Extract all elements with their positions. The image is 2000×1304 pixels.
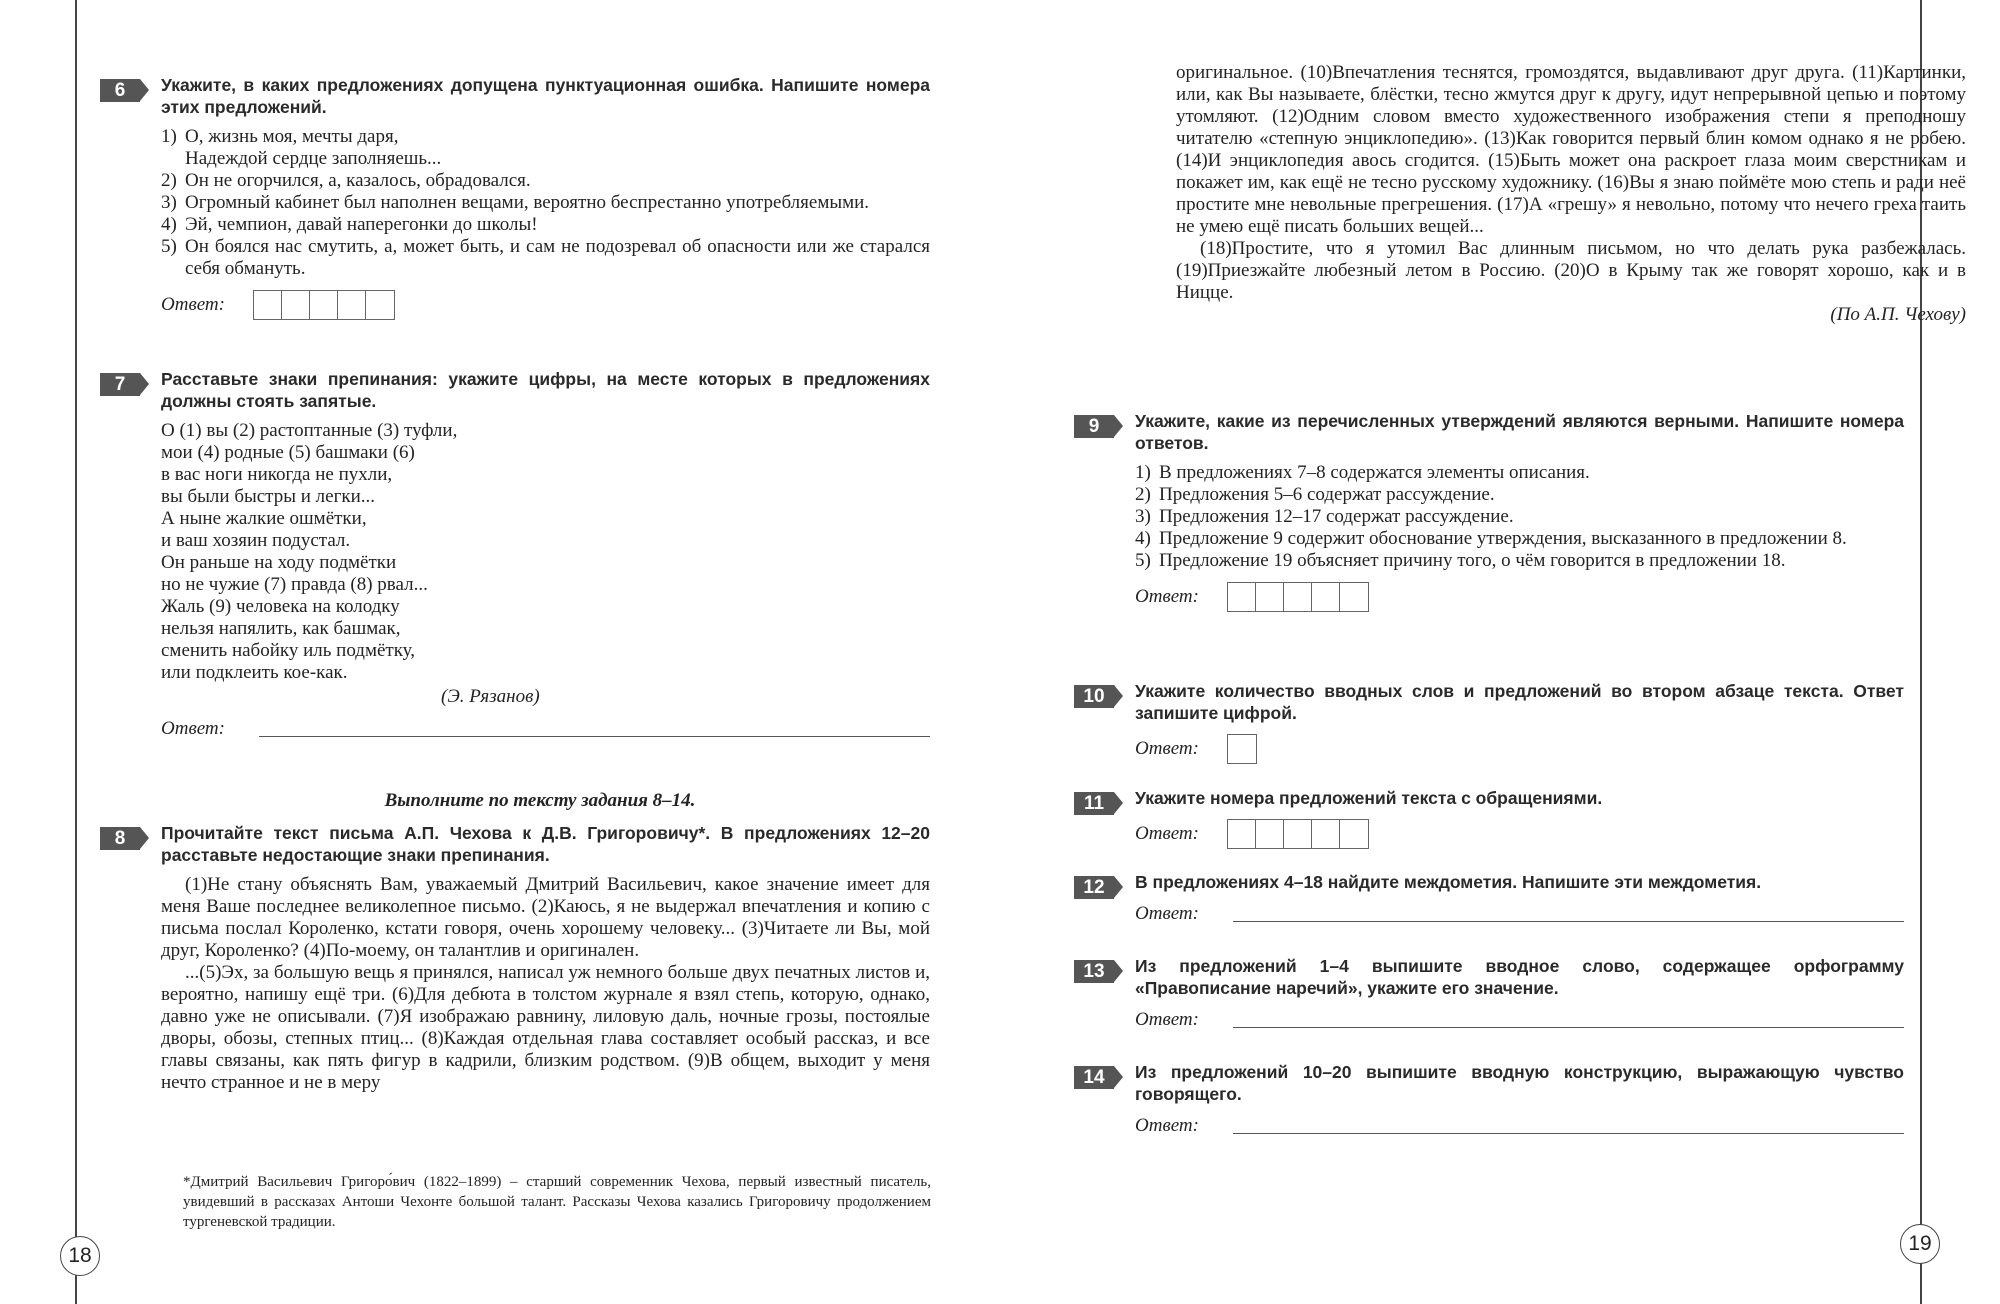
poem	[161, 420, 930, 708]
task-number-badge: 13	[1074, 960, 1114, 983]
option-number: 1)	[161, 126, 177, 147]
task-question: В предложениях 4–18 найдите междометия. Напишите эти междометия.	[1135, 872, 1762, 892]
answer-cell[interactable]	[1312, 583, 1340, 611]
task-7	[100, 368, 930, 740]
answer-label: Ответ:	[1135, 1009, 1199, 1030]
task-question: Укажите количество вводных слов и предложений во втором абзаце текста. Ответ запишите цифрой.	[1135, 681, 1904, 723]
answer-row	[1135, 819, 1904, 849]
letter-paragraph: (1)Не стану объяснять Вам, уважаемый Дмитрий Васильевич, какое значение имеет для меня Ваше последнее великолепное письмо. (2)Каюсь, я не выдержал впечатления и копию с письма послал Короленко, кстати говоря, очень хорошему человеку... (3)Читаете ли Вы, мой друг, Короленко? (4)По-моему, он талантлив и оригинален.	[161, 874, 930, 961]
task-number-badge: 9	[1074, 415, 1114, 438]
answer-cell[interactable]	[1256, 820, 1284, 848]
task-question: Укажите, какие из перечисленных утверждений являются верными. Напишите номера ответов.	[1135, 411, 1904, 453]
poem-line: Он раньше на ходу подмётки	[161, 552, 397, 573]
answer-cell[interactable]	[1228, 820, 1256, 848]
answer-cells[interactable]	[253, 290, 395, 320]
letter-paragraph: (18)Простите, что я утомил Вас длинным письмом, но что делать рука разбежалась. (19)Приезжайте любезный летом в Россию. (20)О в Крыму так же говорят хорошо, как и в Ницце.	[1176, 238, 1966, 303]
task-question: Укажите номера предложений текста с обращениями.	[1135, 788, 1603, 808]
answer-label: Ответ:	[161, 718, 225, 739]
task-number-badge: 7	[100, 373, 140, 396]
task-12	[1074, 871, 1904, 925]
answer-line[interactable]	[1233, 907, 1904, 922]
poem-line: мои (4) родные (5) башмаки (6)	[161, 442, 415, 463]
option-number: 1)	[1135, 462, 1151, 483]
poem-line: или подклеить кое-как.	[161, 662, 348, 683]
answer-label: Ответ:	[161, 294, 225, 315]
poem-line: А ныне жалкие ошмётки,	[161, 508, 367, 529]
task-question: Укажите, в каких предложениях допущена пунктуационная ошибка. Напишите номера этих предложений.	[161, 75, 930, 117]
option-text: Огромный кабинет был наполнен вещами, вероятно беспрестанно употребляемыми.	[185, 192, 870, 213]
letter-continuation	[1176, 62, 1966, 326]
letter-paragraph: оригинальное. (10)Впечатления теснятся, громоздятся, выдавливают друг друга. (11)Картинки, или, как Вы называете, блёстки, тесно жмутся друг к другу, идут непрерывной цепью и поэтому утомляют. (12)Одним словом вместо художественного изображения степи я преподношу читателю «степную энциклопедию». (13)Как говорится первый блин комом однако я не робею. (14)И энциклопедия авось сгодится. (15)Быть может она раскроет глаза моим сверстникам и покажет им, как ещё не тесно русскому художнику. (16)Вы я знаю поймёте мою степь и ради неё простите мне невольные прегрешения. (17)А «грешу» я невольно, потому что нечего греха таить не умею ещё писать больших вещей...	[1176, 62, 1966, 237]
poem-line: нельзя напялить, как башмак,	[161, 618, 401, 639]
option-text: Он боялся нас смутить, а, может быть, и сам не подозревал об опасности или же старался себя обмануть.	[185, 236, 930, 279]
section-heading: Выполните по тексту задания 8–14.	[384, 790, 696, 811]
footnote: *Дмитрий Васильевич Григоро́вич (1822–1899) – старший современник Чехова, первый известный писатель, увидевший в рассказах Антоши Чехонте большой талант. Рассказы Чехова казались Григоровичу продолжением тургеневской традиции.	[183, 1174, 931, 1230]
answer-row	[1135, 1009, 1904, 1031]
task-question: Прочитайте текст письма А.П. Чехова к Д.В. Григоровичу*. В предложениях 12–20 расставьте недостающие знаки препинания.	[161, 823, 930, 865]
answer-cells[interactable]	[1227, 734, 1257, 764]
option-number: 4)	[161, 214, 177, 235]
answer-row	[161, 290, 930, 320]
task-question: Из предложений 1–4 выпишите вводное слово, содержащее орфограмму «Правописание наречий», укажите его значение.	[1135, 956, 1904, 998]
option-number: 2)	[1135, 484, 1151, 505]
option-number: 4)	[1135, 528, 1151, 549]
poem-line: в вас ноги никогда не пухли,	[161, 464, 393, 485]
right-page	[1000, 0, 2000, 1304]
letter-paragraph: ...(5)Эх, за большую вещь я принялся, написал уж немного больше двух печатных листов и, вероятно, напишу ещё три. (6)Для дебюта в толстом журнале я взял степь, которую, однако, давно уже не описывали. (7)Я изображаю равнину, лиловую даль, ночные грозы, постоялые дворы, обозы, степных птиц... (8)Каждая отдельная глава составляет особый рассказ, и все главы связаны, как пять фигур в кадрили, близким родством. (9)В общем, выходит у меня нечто странное и не в меру	[161, 962, 930, 1093]
option-text: Предложения 5–6 содержат рассуждение.	[1159, 484, 1495, 505]
answer-cell[interactable]	[282, 291, 310, 319]
task-question: Расставьте знаки препинания: укажите цифры, на месте которых в предложениях должны стоять запятые.	[161, 369, 930, 411]
answer-line[interactable]	[1233, 1013, 1904, 1028]
task-14	[1074, 1061, 1904, 1137]
answer-cell[interactable]	[366, 291, 394, 319]
answer-label: Ответ:	[1135, 738, 1199, 759]
option-text: Предложение 9 содержит обоснование утверждения, высказанного в предложении 8.	[1159, 528, 1847, 549]
poem-line: Жаль (9) человека на колодку	[161, 596, 400, 617]
answer-cell[interactable]	[1312, 820, 1340, 848]
option-text: Предложение 19 объясняет причину того, о чём говорится в предложении 18.	[1159, 550, 1786, 571]
poem-line: О (1) вы (2) растоптанные (3) туфли,	[161, 420, 458, 441]
answer-cells[interactable]	[1227, 582, 1369, 612]
answer-cell[interactable]	[1284, 583, 1312, 611]
task-number-badge: 10	[1074, 685, 1114, 708]
answer-cells[interactable]	[1227, 819, 1369, 849]
option-text: Эй, чемпион, давай наперегонки до школы!	[185, 214, 538, 235]
task-8	[100, 822, 930, 1094]
answer-row	[161, 718, 930, 740]
option-number: 3)	[1135, 506, 1151, 527]
answer-cell[interactable]	[338, 291, 366, 319]
task-11	[1074, 787, 1904, 849]
task-number-badge: 14	[1074, 1066, 1114, 1089]
answer-line[interactable]	[1233, 1119, 1904, 1134]
answer-label: Ответ:	[1135, 1115, 1199, 1136]
task-9	[1074, 410, 1904, 612]
task-number-badge: 6	[100, 79, 140, 102]
answer-cell[interactable]	[1256, 583, 1284, 611]
page-number: 18	[60, 1236, 100, 1276]
task-13	[1074, 955, 1904, 1031]
answer-cell[interactable]	[1340, 583, 1368, 611]
option-number: 3)	[161, 192, 177, 213]
answer-label: Ответ:	[1135, 903, 1199, 924]
option-number: 5)	[1135, 550, 1151, 571]
task-question: Из предложений 10–20 выпишите вводную конструкцию, выражающую чувство говорящего.	[1135, 1062, 1904, 1104]
answer-cell[interactable]	[1340, 820, 1368, 848]
answer-line[interactable]	[259, 722, 930, 737]
answer-row	[1135, 582, 1904, 612]
answer-row	[1135, 734, 1904, 764]
option-text: Он не огорчился, а, казалось, обрадовался.	[185, 170, 531, 191]
option-text: В предложениях 7–8 содержатся элементы описания.	[1159, 462, 1590, 483]
page-number: 19	[1900, 1224, 1940, 1264]
answer-label: Ответ:	[1135, 586, 1199, 607]
poem-line: и ваш хозяин подустал.	[161, 530, 351, 551]
poem-line: но не чужие (7) правда (8) рвал...	[161, 574, 428, 595]
poem-author: (Э. Рязанов)	[441, 686, 540, 707]
answer-row	[1135, 903, 1904, 925]
answer-label: Ответ:	[1135, 823, 1199, 844]
answer-cell[interactable]	[254, 291, 282, 319]
poem-line: сменить набойку иль подмётку,	[161, 640, 416, 661]
option-text: Предложения 12–17 содержат рассуждение.	[1159, 506, 1514, 527]
letter-author: (По А.П. Чехову)	[1830, 304, 1966, 325]
answer-cell[interactable]	[1284, 820, 1312, 848]
option-text: О, жизнь моя, мечты даря, Надеждой сердце заполняешь...	[185, 126, 442, 169]
task-number-badge: 11	[1074, 792, 1114, 815]
task-6	[100, 74, 930, 320]
option-number: 2)	[161, 170, 177, 191]
answer-cell[interactable]	[310, 291, 338, 319]
task-10	[1074, 680, 1904, 764]
task-number-badge: 12	[1074, 876, 1114, 899]
task-number-badge: 8	[100, 827, 140, 850]
answer-cell[interactable]	[1228, 583, 1256, 611]
poem-line: вы были быстры и легки...	[161, 486, 376, 507]
option-number: 5)	[161, 236, 177, 257]
answer-cell[interactable]	[1228, 735, 1256, 763]
answer-row	[1135, 1115, 1904, 1137]
